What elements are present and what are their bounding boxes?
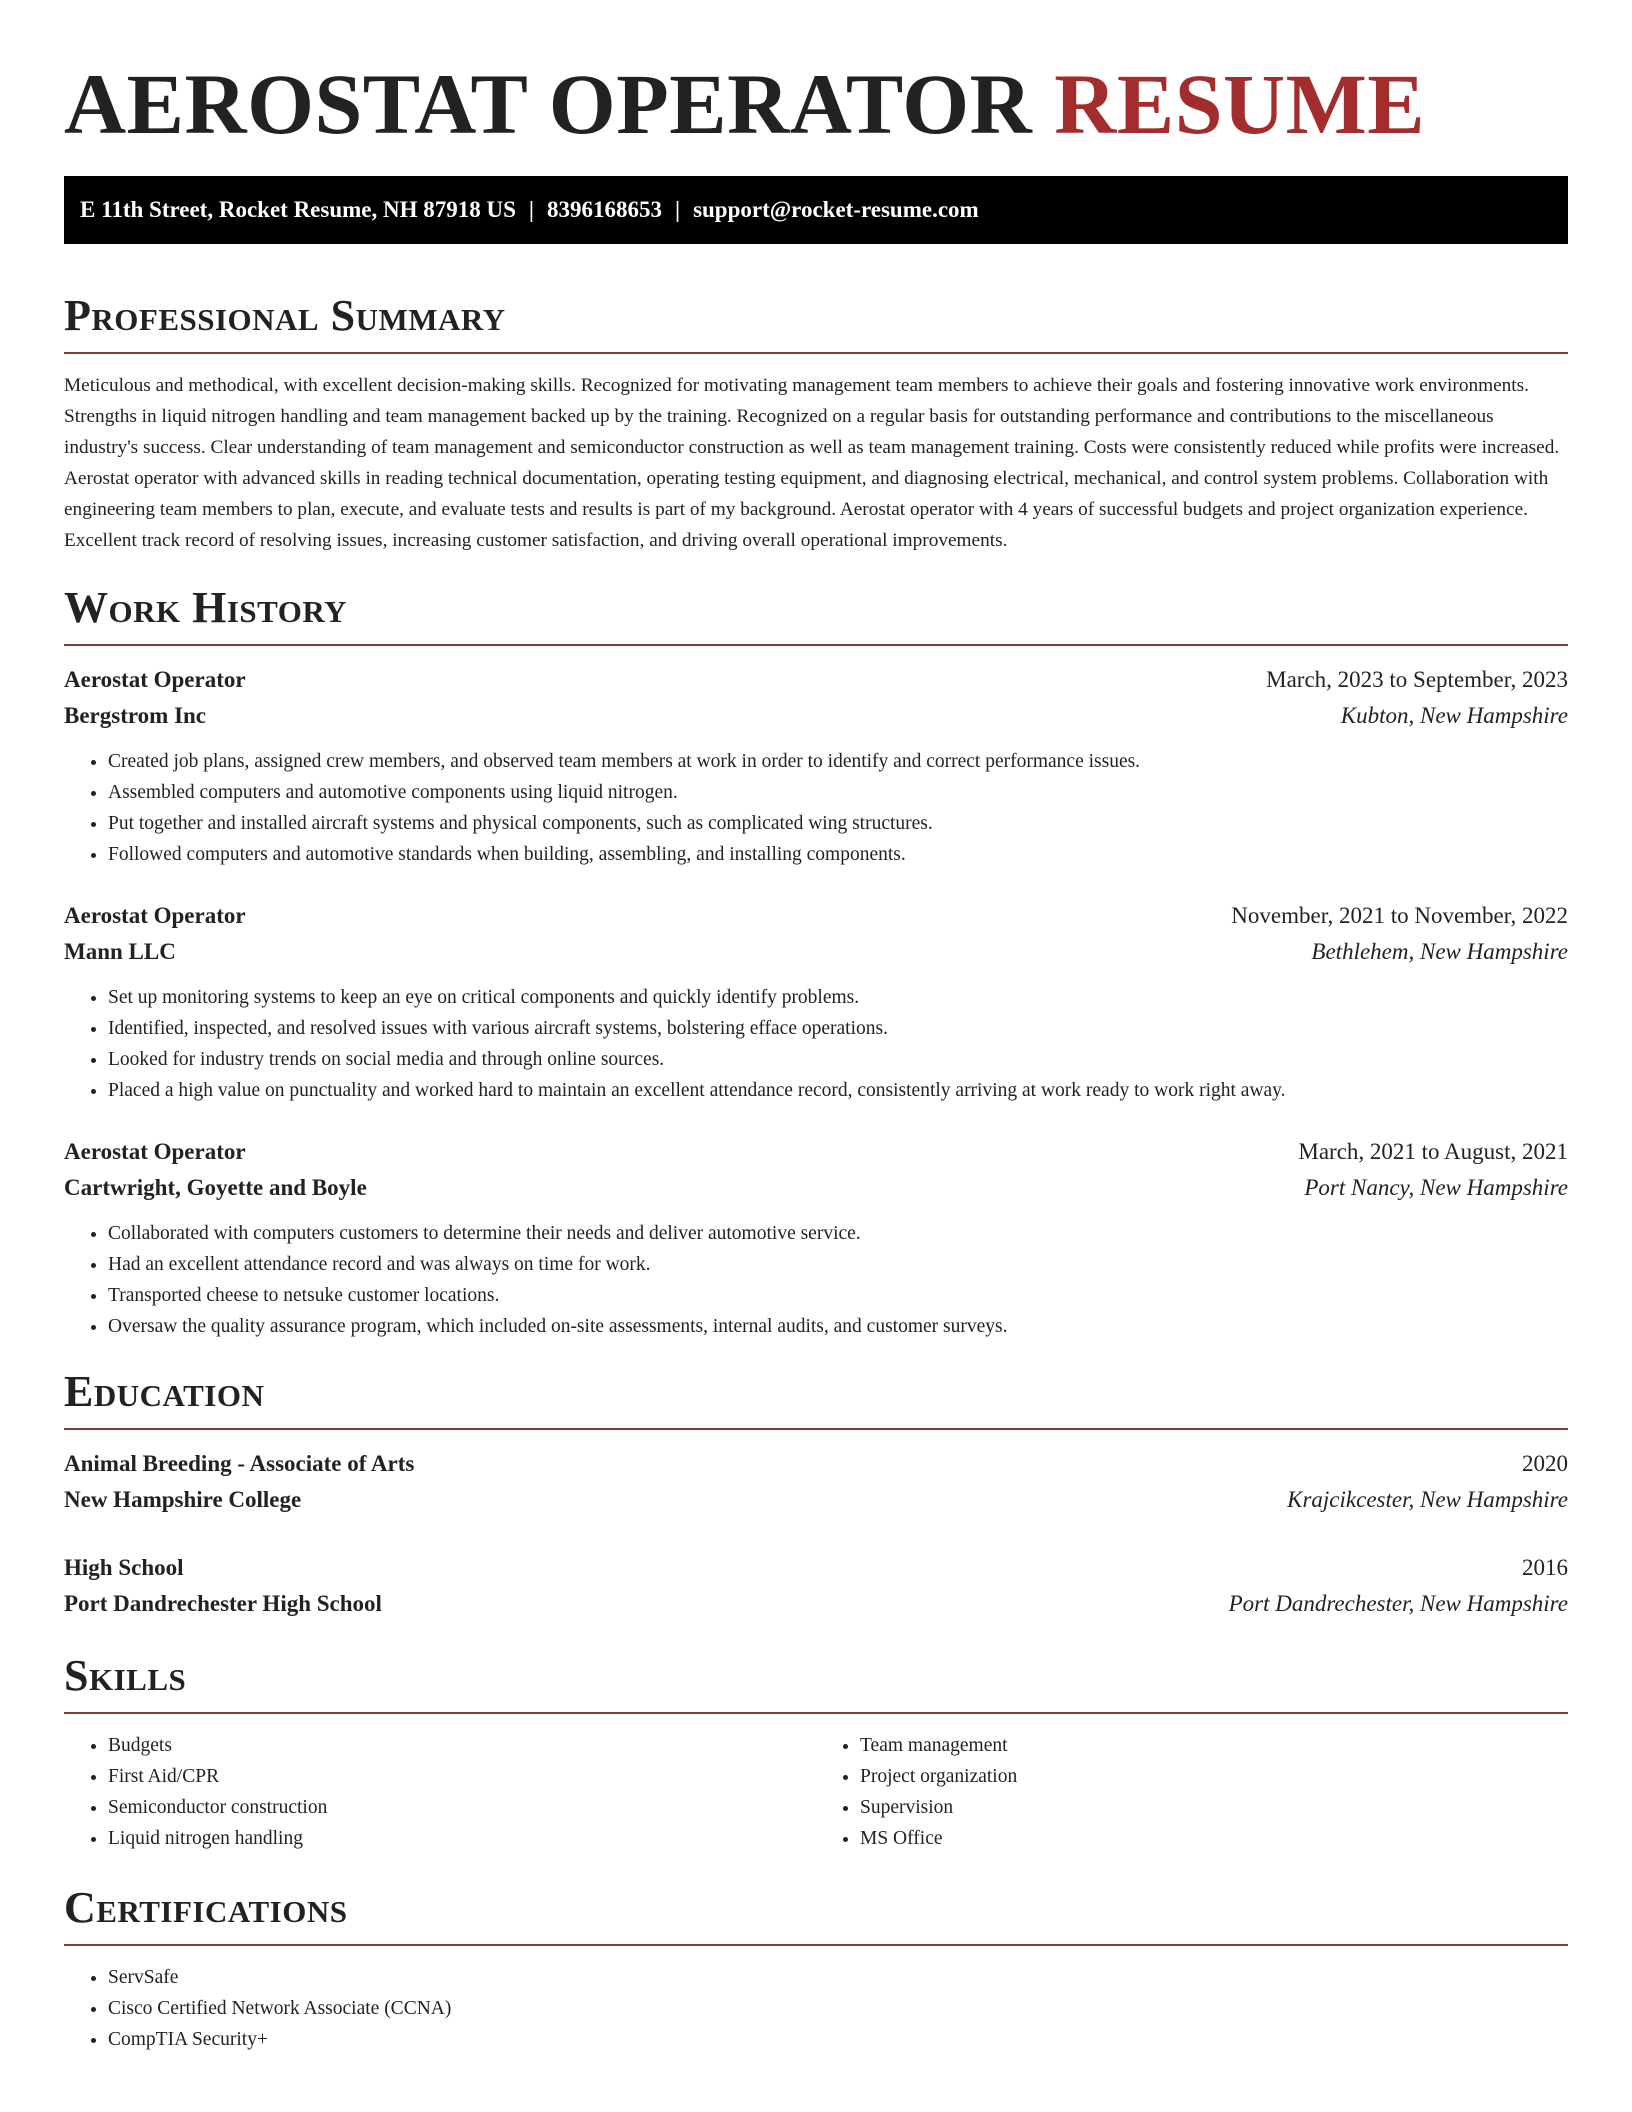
job-company: Cartwright, Goyette and Boyle (64, 1175, 367, 1200)
job-location: Kubton, New Hampshire (1340, 703, 1568, 728)
job-bullet: • Placed a high value on punctuality and worked hard to maintain an excellent attendance record, consistently arriving at work ready to work right away. (108, 1075, 1568, 1106)
job-bullet: • Put together and installed aircraft systems and physical components, such as complicated wing structures. (108, 808, 1568, 839)
resume-page (64, 0, 1568, 2055)
summary-section (64, 290, 1568, 556)
contact-separator: | (528, 197, 534, 222)
certifications-section (64, 1882, 1568, 2055)
education-section (64, 1366, 1568, 1622)
work-heading: Work History (64, 583, 348, 632)
section-divider (64, 1712, 1568, 1714)
job-company-row (64, 1170, 1568, 1206)
job-company: Mann LLC (64, 939, 176, 964)
job-entry (64, 662, 1568, 870)
job-bullets (64, 1218, 1568, 1342)
job-dates: March, 2021 to August, 2021 (1298, 1139, 1568, 1164)
education-heading: Education (64, 1367, 265, 1416)
education-school: New Hampshire College (64, 1487, 302, 1512)
summary-text: Meticulous and methodical, with excellent decision-making skills. Recognized for motivating management team members to achieve their goals and fostering innovative work environments. Strengths in liquid nitrogen handling and team management backed up by the training. Recognized on a regular basis for outstanding performance and contributions to the miscellaneous industry's success. Clear understanding of team management and semiconductor construction as well as team management training. Costs were consistently reduced while profits were increased. Aerostat operator with advanced skills in reading technical documentation, operating testing equipment, and diagnosing electrical, mechanical, and control system problems. Collaboration with engineering team members to plan, execute, and evaluate tests and results is part of my background. Aerostat operator with 4 years of successful budgets and project organization experience. Excellent track record of resolving issues, increasing customer satisfaction, and driving overall operational improvements. (64, 375, 1560, 551)
certifications-list (64, 1962, 1568, 2055)
skills-grid (64, 1730, 1568, 1854)
section-divider (64, 352, 1568, 354)
skill-item: • First Aid/CPR (108, 1761, 816, 1792)
job-bullet: • Set up monitoring systems to keep an eye on critical components and quickly identify problems. (108, 982, 1568, 1013)
skill-item: • Team management (860, 1730, 1568, 1761)
title-main: AEROSTAT OPERATOR (64, 56, 1033, 152)
contact-bar (64, 176, 1568, 244)
education-degree-row (64, 1550, 1568, 1586)
job-header-row (64, 898, 1568, 934)
education-school-row (64, 1482, 1568, 1518)
job-bullet: • Identified, inspected, and resolved issues with various aircraft systems, bolstering efface operations. (108, 1013, 1568, 1044)
job-bullet: • Looked for industry trends on social media and through online sources. (108, 1044, 1568, 1075)
job-company: Bergstrom Inc (64, 703, 207, 728)
skill-item: • Semiconductor construction (108, 1792, 816, 1823)
section-divider (64, 1428, 1568, 1430)
certifications-heading: Certifications (64, 1883, 348, 1932)
job-title: Aerostat Operator (64, 1139, 246, 1164)
section-divider (64, 1944, 1568, 1946)
certification-item: • ServSafe (108, 1962, 1568, 1993)
job-header-row (64, 1134, 1568, 1170)
education-degree-row (64, 1446, 1568, 1482)
job-bullet: • Oversaw the quality assurance program, which included on-site assessments, internal audits, and customer surveys. (108, 1311, 1568, 1342)
skills-column-left (64, 1730, 816, 1854)
education-degree: Animal Breeding - Associate of Arts (64, 1451, 415, 1476)
job-title: Aerostat Operator (64, 667, 246, 692)
job-title: Aerostat Operator (64, 903, 246, 928)
contact-phone[interactable]: 8396168653 (546, 197, 662, 222)
skill-item: • MS Office (860, 1823, 1568, 1854)
job-bullet: • Transported cheese to netsuke customer locations. (108, 1280, 1568, 1311)
work-section (64, 582, 1568, 1342)
resume-title (64, 56, 1568, 152)
certification-item: • Cisco Certified Network Associate (CCNA) (108, 1993, 1568, 2024)
education-school: Port Dandrechester High School (64, 1591, 382, 1616)
job-entry (64, 1134, 1568, 1342)
skill-item: • Budgets (108, 1730, 816, 1761)
job-bullet: • Assembled computers and automotive components using liquid nitrogen. (108, 777, 1568, 808)
job-location: Bethlehem, New Hampshire (1311, 939, 1568, 964)
job-bullet: • Had an excellent attendance record and was always on time for work. (108, 1249, 1568, 1280)
certification-item: • CompTIA Security+ (108, 2024, 1568, 2055)
education-location: Krajcikcester, New Hampshire (1287, 1487, 1568, 1512)
skill-item: • Supervision (860, 1792, 1568, 1823)
education-year: 2020 (1522, 1451, 1568, 1476)
education-year: 2016 (1522, 1555, 1568, 1580)
contact-address: E 11th Street, Rocket Resume, NH 87918 US (80, 197, 516, 222)
skills-section (64, 1650, 1568, 1854)
job-company-row (64, 934, 1568, 970)
skills-heading: Skills (64, 1651, 187, 1700)
job-dates: March, 2023 to September, 2023 (1266, 667, 1568, 692)
skill-item: • Liquid nitrogen handling (108, 1823, 816, 1854)
job-dates: November, 2021 to November, 2022 (1231, 903, 1568, 928)
contact-separator: | (674, 197, 681, 222)
job-entry (64, 898, 1568, 1106)
section-divider (64, 644, 1568, 646)
job-bullets (64, 746, 1568, 870)
education-school-row (64, 1586, 1568, 1622)
education-entry (64, 1446, 1568, 1518)
job-company-row (64, 698, 1568, 734)
education-entry (64, 1550, 1568, 1622)
skills-column-right (816, 1730, 1568, 1854)
education-location: Port Dandrechester, New Hampshire (1228, 1591, 1568, 1616)
job-location: Port Nancy, New Hampshire (1304, 1175, 1568, 1200)
job-bullets (64, 982, 1568, 1106)
job-header-row (64, 662, 1568, 698)
education-degree: High School (64, 1555, 184, 1580)
job-bullet: • Collaborated with computers customers to determine their needs and deliver automotive service. (108, 1218, 1568, 1249)
skill-item: • Project organization (860, 1761, 1568, 1792)
job-bullet: • Created job plans, assigned crew members, and observed team members at work in order to identify and correct performance issues. (108, 746, 1568, 777)
summary-heading: Professional Summary (64, 291, 506, 340)
contact-email[interactable]: support@rocket-resume.com (693, 197, 979, 222)
job-bullet: • Followed computers and automotive standards when building, assembling, and installing components. (108, 839, 1568, 870)
title-accent: RESUME (1054, 56, 1426, 152)
